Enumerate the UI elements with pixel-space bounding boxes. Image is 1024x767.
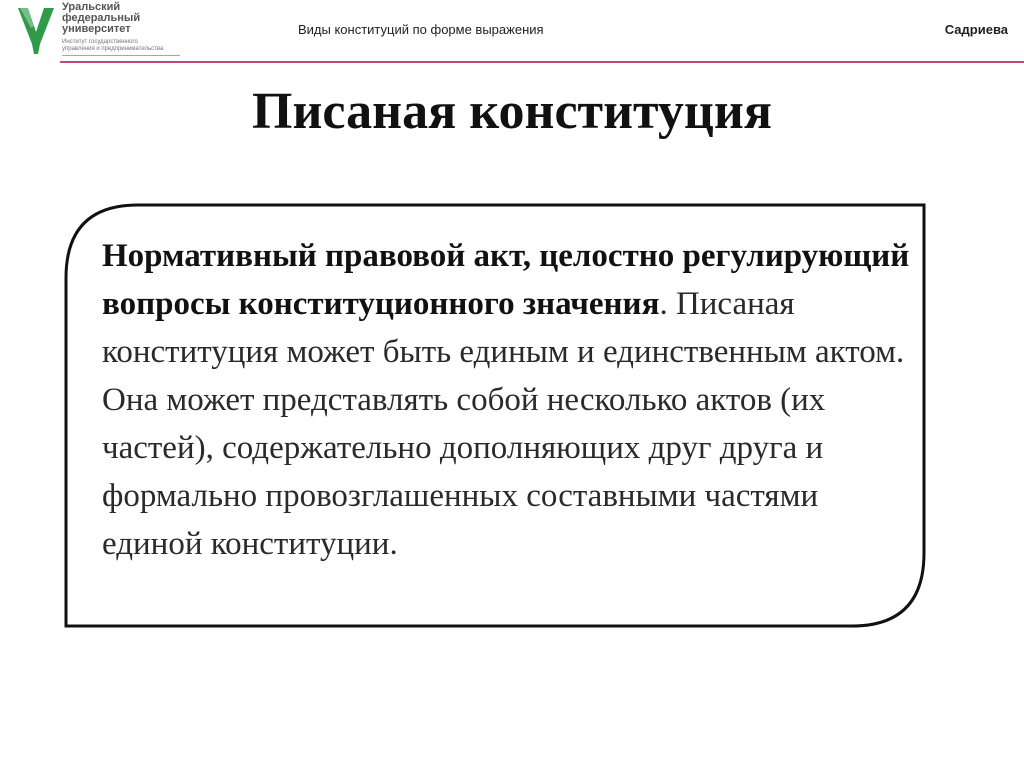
definition-text	[102, 232, 920, 568]
slide-title: Писаная конституция	[252, 83, 772, 140]
definition-term: Нормативный правовой акт, целостно регулирующий вопросы конституционного значения	[102, 238, 910, 322]
header-topic: Виды конституций по форме выражения	[298, 22, 544, 37]
logo-name-line: университет	[62, 23, 131, 35]
header-author: Садриева	[944, 22, 1008, 37]
institute-name-line: Институт государственного	[62, 39, 138, 45]
logo-name-line: федеральный	[62, 12, 141, 24]
definition-description: . Писаная конституция может быть единым и единственным актом. Она может представлять собой несколько актов (их частей), содержательно дополняющих друг друга и формально провозглашенных составными частями единой конституции.	[102, 286, 905, 562]
logo-name-line: Уральский	[62, 1, 121, 13]
institute-name-line: управления и предпринимательства	[62, 46, 164, 52]
